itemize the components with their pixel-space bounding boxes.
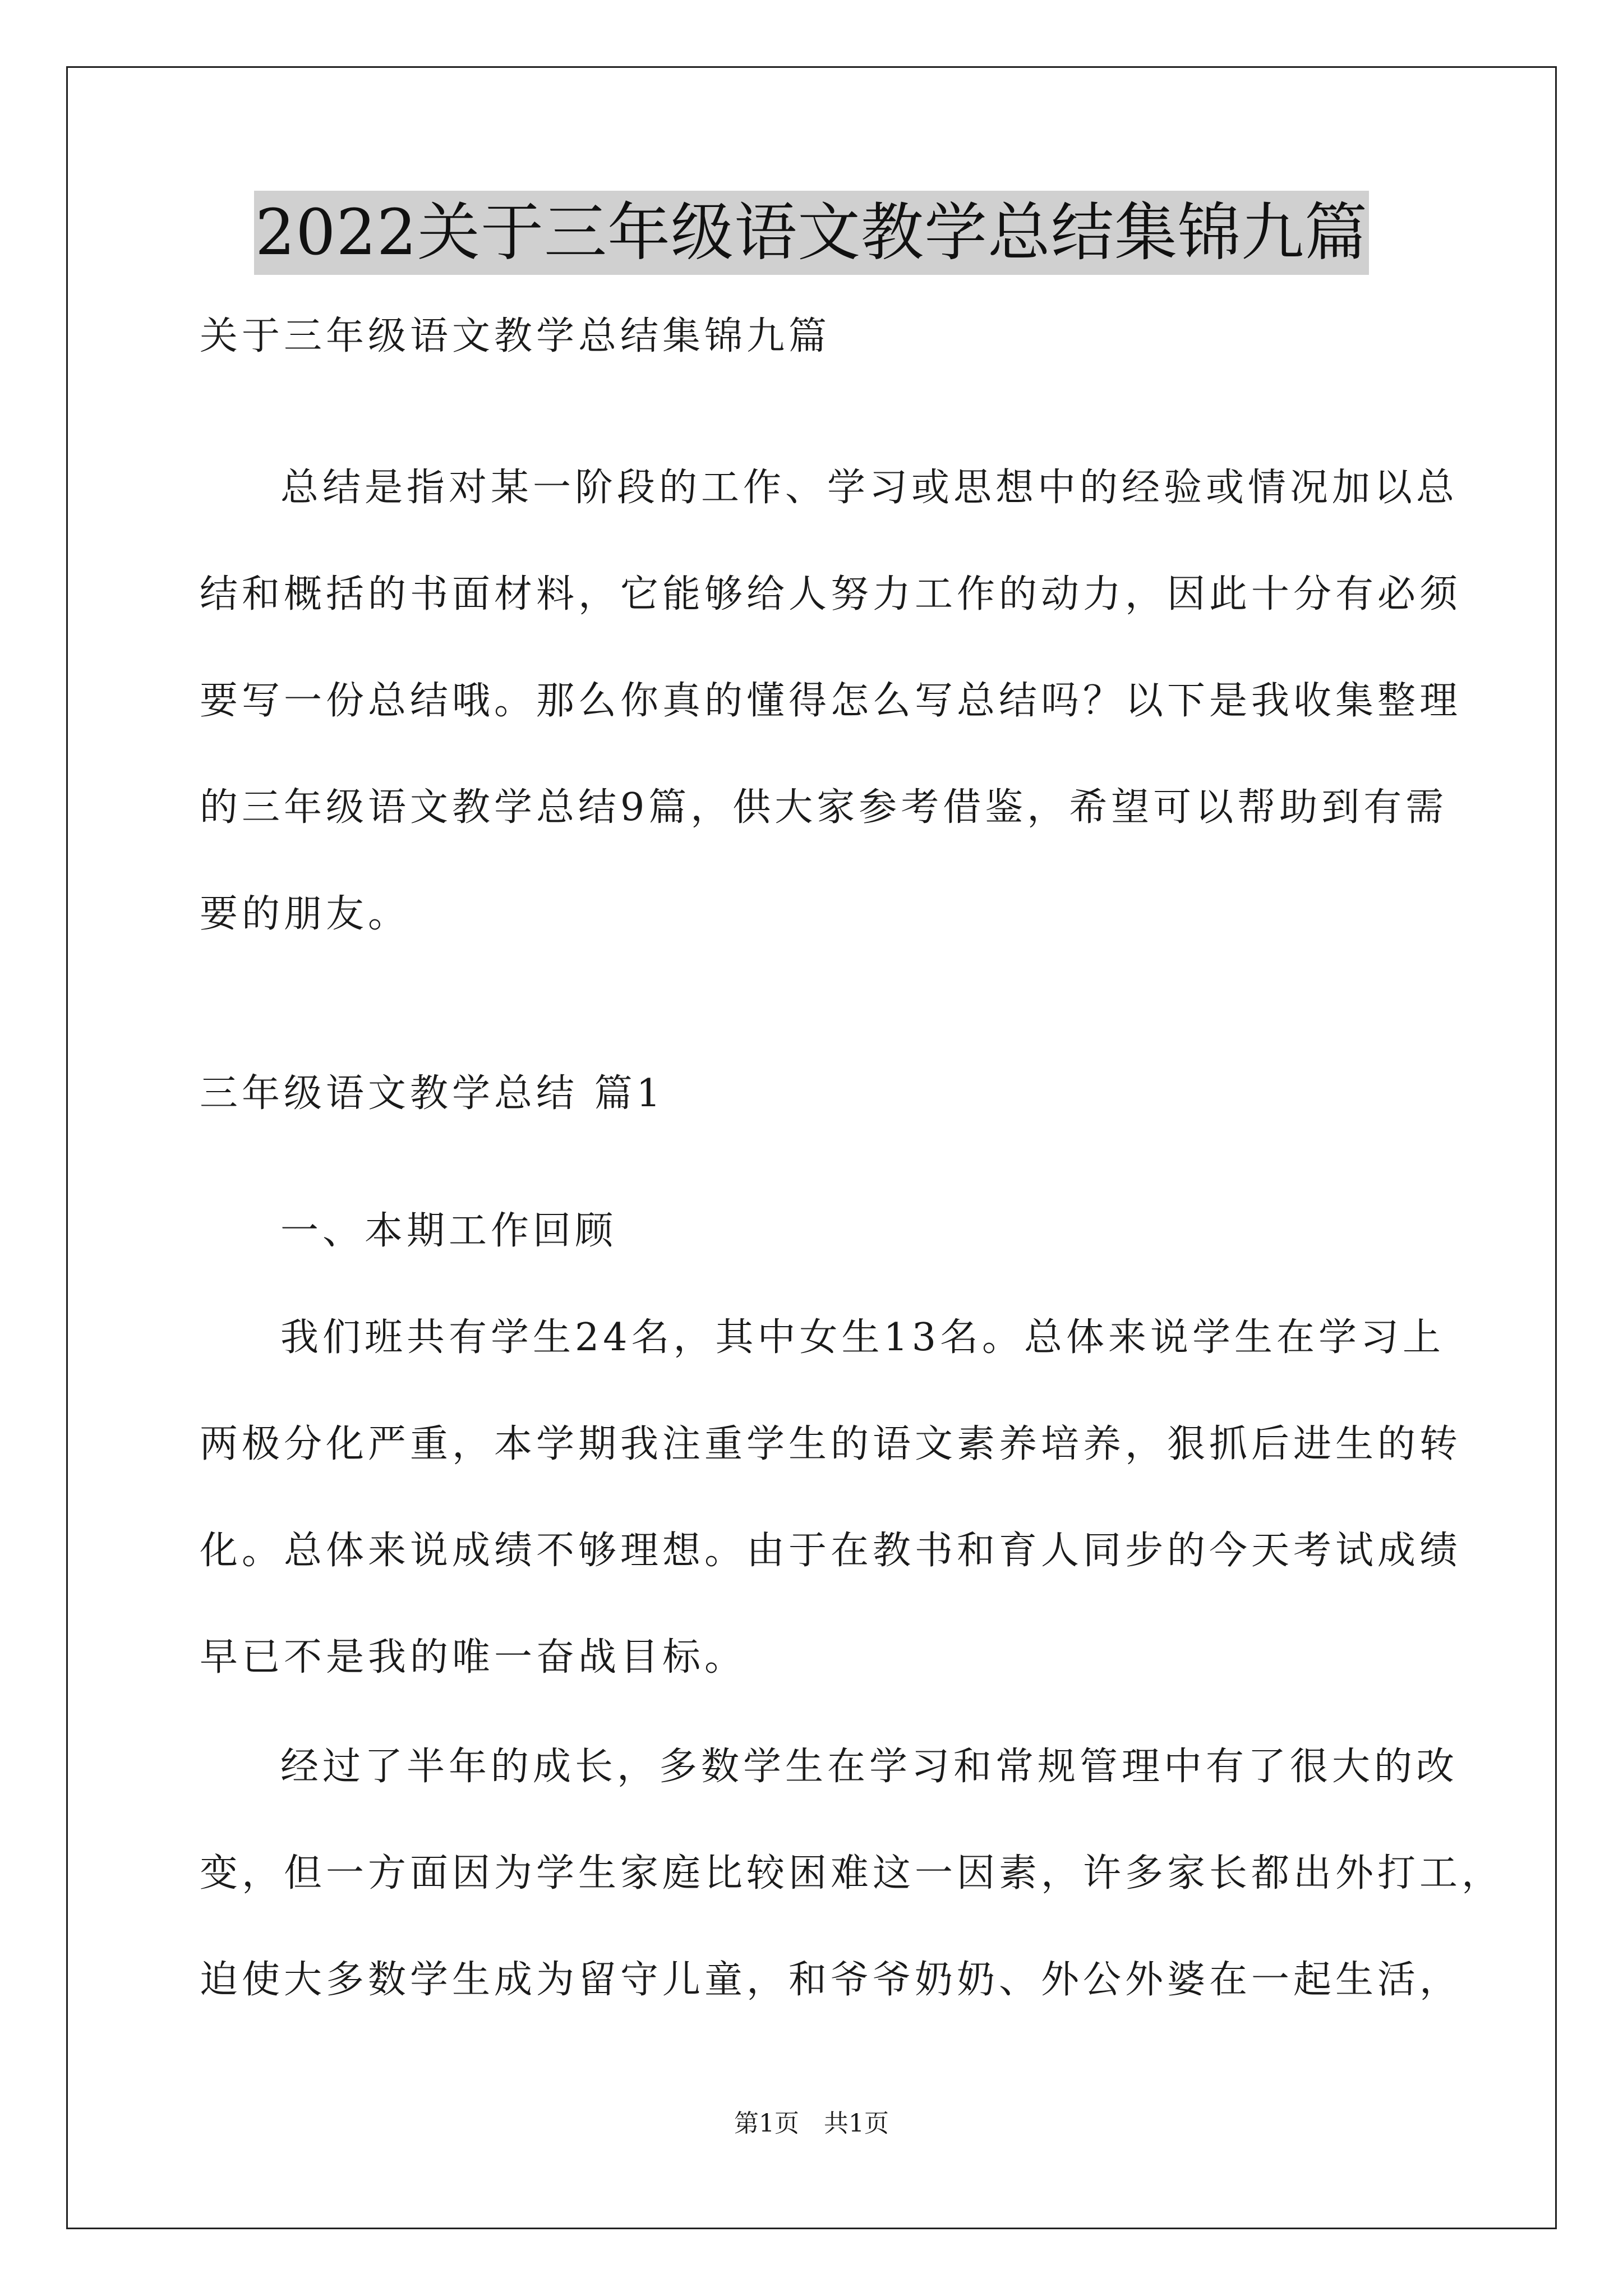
title-container (0, 191, 1623, 275)
body-line: 早已不是我的唯一奋战目标。 (200, 1635, 747, 1680)
body-line: 经过了半年的成长，多数学生在学习和常规管理中有了很大的改 (280, 1745, 1459, 1789)
body-line: 总结是指对某一阶段的工作、学习或思想中的经验或情况加以总 (280, 466, 1459, 510)
body-line: 迫使大多数学生成为留守儿童，和爷爷奶奶、外公外婆在一起生活， (200, 1958, 1462, 2002)
body-line: 结和概括的书面材料，它能够给人努力工作的动力，因此十分有必须 (200, 572, 1462, 616)
body-line: 的三年级语文教学总结9篇，供大家参考借鉴，希望可以帮助到有需 (200, 785, 1448, 830)
body-line: 化。总体来说成绩不够理想。由于在教书和育人同步的今天考试成绩 (200, 1529, 1462, 1573)
subtitle-line: 关于三年级语文教学总结集锦九篇 (200, 314, 831, 358)
body-line: 变，但一方面因为学生家庭比较困难这一因素，许多家长都出外打工， (200, 1851, 1504, 1895)
body-line: 要的朋友。 (200, 892, 411, 936)
document-title: 2022关于三年级语文教学总结集锦九篇 (254, 191, 1369, 275)
page-border (66, 66, 1557, 2229)
page-footer: 第1页 共1页 (734, 2109, 889, 2138)
section-heading: 三年级语文教学总结 篇1 (200, 1071, 665, 1116)
body-line: 要写一份总结哦。那么你真的懂得怎么写总结吗？以下是我收集整理 (200, 679, 1462, 723)
body-line: 我们班共有学生24名，其中女生13名。总体来说学生在学习上 (280, 1315, 1445, 1360)
body-line: 两极分化严重，本学期我注重学生的语文素养培养，狠抓后进生的转 (200, 1422, 1462, 1466)
subsection-heading: 一、本期工作回顾 (280, 1209, 617, 1253)
